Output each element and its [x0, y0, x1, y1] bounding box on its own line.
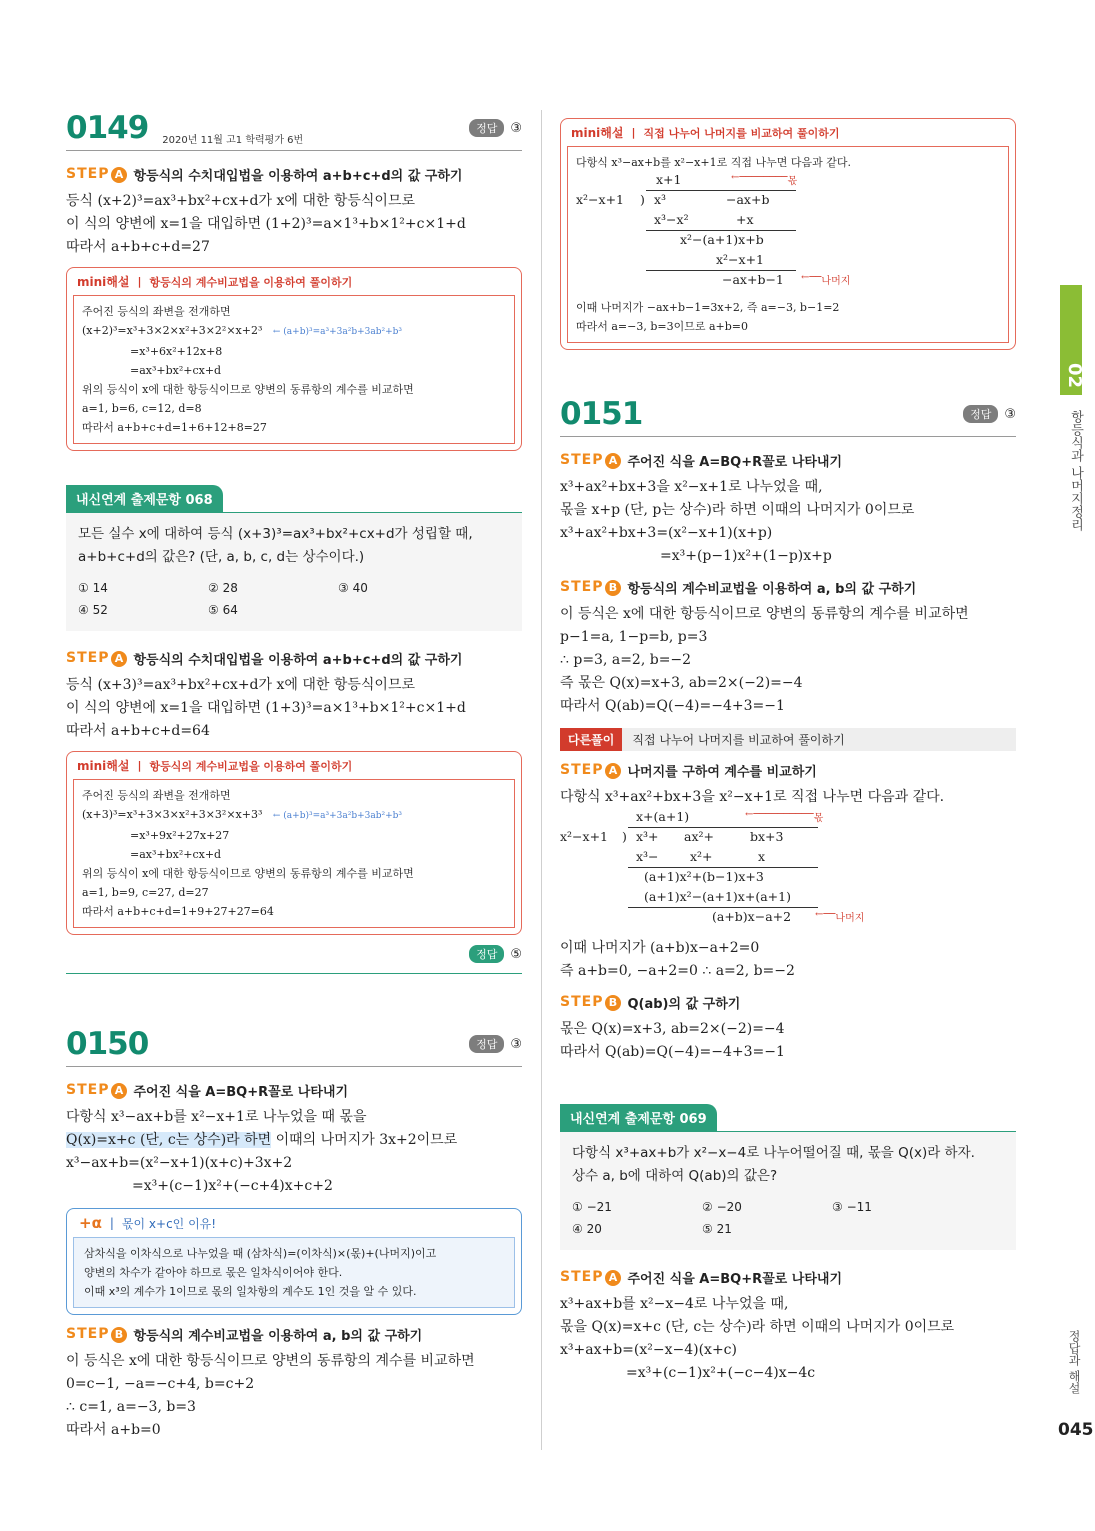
mini-line: 이때 나머지가 −ax+b−1=3x+2, 즉 a=−3, b−1=2 — [576, 301, 840, 314]
mini-body — [73, 779, 515, 928]
problem-number: 0150 — [66, 1026, 149, 1062]
dividend-term: bx+3 — [750, 829, 784, 844]
answer-value: ③ — [510, 1036, 522, 1052]
highlighted-text: Q(x)=x+c (단, c는 상수)라 하면 — [66, 1132, 272, 1148]
problem-source: 2020년 11월 고1 학력평가 6번 — [162, 135, 304, 146]
mini-line: 주어진 등식의 좌변을 전개하면 — [82, 789, 231, 802]
step-tag: STEP B — [560, 579, 621, 596]
question-line: a+b+c+d의 값은? (단, a, b, c, d는 상수이다.) — [78, 549, 365, 565]
answer-badge: 정답 — [469, 945, 504, 963]
step-a-heading — [66, 1081, 522, 1100]
step-title: 항등식의 계수비교법을 이용하여 a, b의 값 구하기 — [627, 582, 917, 597]
remainder-arrow: ←── 나머지 — [801, 272, 851, 287]
mini-label: mini해설 — [571, 126, 624, 140]
step-tag: STEP B — [66, 1326, 127, 1343]
problem-0151-header — [560, 396, 1016, 437]
solution-line: 따라서 Q(ab)=Q(−4)=−4+3=−1 — [560, 698, 785, 714]
subtract-term: x³−x² — [654, 212, 689, 227]
choice: ③ −11 — [832, 1200, 872, 1214]
choice-list — [572, 1196, 1004, 1240]
answer-box — [469, 945, 522, 963]
solution-line: 몫을 x+p (단, p는 상수)라 하면 이때의 나머지가 0이므로 — [560, 502, 915, 518]
plus-alpha-box — [66, 1208, 522, 1315]
solution-line: 이 식의 양변에 x=1을 대입하면 (1+3)³=a×1³+b×1²+c×1+d — [66, 700, 466, 716]
subtract-term: x²+ — [690, 849, 713, 864]
chapter-tab: 02 — [1060, 285, 1082, 395]
step-a-heading — [66, 649, 522, 668]
mini-line: a=1, b=6, c=12, d=8 — [82, 402, 202, 415]
divisor: x²−x+1 — [576, 192, 625, 207]
mini-explanation-box — [66, 751, 522, 935]
step-tag: STEP A — [66, 166, 127, 183]
plus-line: 삼차식을 이차식으로 나누었을 때 (삼차식)=(이차식)×(몫)+(나머지)이고 — [84, 1247, 437, 1260]
mini-title: 항등식의 계수비교법을 이용하여 풀이하기 — [149, 759, 353, 773]
mini-line: 위의 등식이 x에 대한 항등식이므로 양변의 동류항의 계수를 비교하면 — [82, 867, 414, 880]
mini-line: =ax³+bx²+cx+d — [130, 848, 222, 861]
column-divider — [541, 110, 542, 1450]
mini-body — [567, 146, 1009, 343]
remainder-arrow: ←── 나머지 — [815, 909, 865, 924]
solution-line: =x³+(c−1)x²+(−c+4)x+c+2 — [132, 1178, 333, 1194]
question-line: 상수 a, b에 대하여 Q(ab)의 값은? — [572, 1168, 778, 1184]
problem-number: 0151 — [560, 396, 643, 432]
solution-line: p−1=a, 1−p=b, p=3 — [560, 629, 708, 645]
step-title: 주어진 식을 A=BQ+R꼴로 나타내기 — [627, 1272, 843, 1287]
chapter-title-vertical: 항등식과 나머지정리 — [1068, 410, 1083, 532]
formula-note: ← (a+b)³=a³+3a²b+3ab²+b³ — [272, 811, 403, 821]
step-title: 주어진 식을 A=BQ+R꼴로 나타내기 — [133, 1085, 349, 1100]
dividend-term: x³+ — [636, 829, 659, 844]
step-title: 항등식의 수치대입법을 이용하여 a+b+c+d의 값 구하기 — [133, 169, 463, 184]
question-line: 다항식 x³+ax+b가 x²−x−4로 나누어떨어질 때, 몫을 Q(x)라 하자. — [572, 1145, 975, 1161]
solution-line: 0=c−1, −a=−c+4, b=c+2 — [66, 1376, 255, 1392]
mini-header: mini해설 | 항등식의 계수비교법을 이용하여 풀이하기 — [77, 275, 353, 289]
solution-line: ∴ c=1, a=−3, b=3 — [66, 1399, 196, 1415]
step-a-heading — [560, 451, 1016, 470]
solution-line: 다항식 x³+ax²+bx+3을 x²−x+1로 직접 나누면 다음과 같다. — [560, 789, 945, 805]
mini-line: 주어진 등식의 좌변을 전개하면 — [82, 305, 231, 318]
problem-number: 0149 — [66, 110, 149, 146]
mini-explanation-box — [560, 118, 1016, 350]
answer-badge: 정답 — [469, 1035, 504, 1053]
choice: ① −21 — [572, 1200, 612, 1214]
dividend-term: −ax+b — [726, 192, 770, 207]
mini-line: 위의 등식이 x에 대한 항등식이므로 양변의 동류항의 계수를 비교하면 — [82, 383, 414, 396]
subtract-term: x²−x+1 — [716, 252, 765, 267]
partial-remainder: (a+1)x²+(b−1)x+3 — [644, 869, 764, 884]
mini-label: mini해설 — [77, 759, 130, 773]
step-a-heading — [560, 761, 1016, 780]
subtract-term: (a+1)x²−(a+1)x+(a+1) — [644, 889, 791, 904]
solution-line: x³+ax+b를 x²−x−4로 나누었을 때, — [560, 1296, 789, 1312]
long-division: x+1 ←──────── 몫 x²−x+1 ) x³ −ax+b x³−x² +x x²−(a+1)x+b x²−x+1 −ax+b−1 ←── 나머지 — [576, 172, 851, 287]
answer-badge: 정답 — [963, 405, 998, 423]
choice: ⑤ 64 — [208, 603, 238, 617]
plus-alpha-header: +α | 몫이 x+c인 이유! — [79, 1214, 217, 1232]
quotient-arrow: ←────────── 몫 — [745, 809, 824, 824]
answer-box — [469, 119, 522, 137]
choice: ② 28 — [208, 581, 238, 595]
step-tag: STEP A — [560, 762, 621, 779]
mini-line: 따라서 a+b+c+d=1+9+27+27=64 — [82, 905, 274, 918]
step-tag: STEP B — [560, 994, 621, 1011]
step-title: 주어진 식을 A=BQ+R꼴로 나타내기 — [627, 455, 843, 470]
choice: ⑤ 21 — [702, 1222, 732, 1236]
subtract-term: x — [758, 849, 766, 864]
choice: ① 14 — [78, 581, 108, 595]
mini-title: 항등식의 계수비교법을 이용하여 풀이하기 — [149, 275, 353, 289]
partial-remainder: x²−(a+1)x+b — [680, 232, 764, 247]
alt-title: 직접 나누어 나머지를 비교하여 풀이하기 — [632, 733, 845, 747]
solution-line: x³−ax+b=(x²−x+1)(x+c)+3x+2 — [66, 1155, 293, 1171]
alt-label: 다른풀이 — [560, 728, 622, 751]
page-number: 045 — [1058, 1420, 1094, 1440]
plus-line: 양변의 차수가 같아야 하므로 몫은 일차식이어야 한다. — [84, 1266, 343, 1279]
alternative-solution-bar — [560, 728, 1016, 751]
answer-box — [963, 405, 1016, 423]
mini-header: mini해설 | 직접 나누어 나머지를 비교하여 풀이하기 — [571, 126, 840, 140]
mini-title: 직접 나누어 나머지를 비교하여 풀이하기 — [643, 126, 840, 140]
solution-line: 이때 나머지가 (a+b)x−a+2=0 — [560, 940, 760, 956]
answer-box — [469, 1035, 522, 1053]
solution-line: 따라서 Q(ab)=Q(−4)=−4+3=−1 — [560, 1044, 785, 1060]
solution-line: x³+ax²+bx+3=(x²−x+1)(x+p) — [560, 525, 773, 541]
step-tag: STEP A — [560, 452, 621, 469]
mini-line: 따라서 a=−3, b=3이므로 a+b=0 — [576, 320, 749, 333]
linked-problem-068 — [66, 485, 522, 631]
problem-0150-header — [66, 1026, 522, 1067]
long-division: x+(a+1) ←────────── 몫 x²−x+1 ) x³+ ax²+ bx+3 x³− x²+ x (a+1)x²+(b−1)x+3 (a+1)x²−(a+1)x+(a+1) (a+b)x−a+2 ←── 나머지 — [560, 809, 865, 924]
step-title: 나머지를 구하여 계수를 비교하기 — [627, 765, 817, 780]
linked-question-box — [560, 1132, 1016, 1250]
linked-problem-069 — [560, 1104, 1016, 1250]
quotient-arrow: ←──────── 몫 — [731, 172, 798, 187]
left-column — [66, 110, 522, 1442]
section-label-vertical: 정답과 해설 — [1067, 1330, 1081, 1394]
step-tag: STEP A — [560, 1269, 621, 1286]
solution-line: =x³+(p−1)x²+(1−p)x+p — [660, 548, 832, 564]
solution-line: x³+ax+b=(x²−x−4)(x+c) — [560, 1342, 737, 1358]
quotient: x+(a+1) — [636, 809, 690, 824]
mini-explanation-box — [66, 267, 522, 451]
step-tag: STEP A — [66, 1082, 127, 1099]
step-a-heading — [66, 165, 522, 184]
step-title: 항등식의 계수비교법을 이용하여 a, b의 값 구하기 — [133, 1329, 423, 1344]
subtract-term: +x — [736, 212, 754, 227]
solution-line: 이 등식은 x에 대한 항등식이므로 양변의 동류항의 계수를 비교하면 — [66, 1353, 475, 1369]
remainder: (a+b)x−a+2 — [712, 909, 792, 924]
choice: ④ 52 — [78, 603, 108, 617]
solution-line: 몫을 Q(x)=x+c (단, c는 상수)라 하면 이때의 나머지가 0이므로 — [560, 1319, 955, 1335]
mini-line: 따라서 a+b+c+d=1+6+12+8=27 — [82, 421, 267, 434]
linked-label: 내신연계 출제문항 068 — [66, 485, 223, 512]
step-b-heading — [560, 993, 1016, 1012]
solution-line: =x³+(c−1)x²+(−c−4)x−4c — [626, 1365, 816, 1381]
solution-line: 다항식 x³−ax+b를 x²−x+1로 나누었을 때 몫을 — [66, 1109, 367, 1125]
step-b-heading — [560, 578, 1016, 597]
step-a-heading — [560, 1268, 1016, 1287]
mini-line: a=1, b=9, c=27, d=27 — [82, 886, 209, 899]
choice: ④ 20 — [572, 1222, 602, 1236]
dividend-term: ax²+ — [684, 829, 714, 844]
step-tag: STEP A — [66, 650, 127, 667]
step-title: 항등식의 수치대입법을 이용하여 a+b+c+d의 값 구하기 — [133, 653, 463, 668]
choice-list — [78, 577, 510, 621]
divisor: x²−x+1 — [560, 829, 609, 844]
mini-header: mini해설 | 항등식의 계수비교법을 이용하여 풀이하기 — [77, 759, 353, 773]
answer-badge: 정답 — [469, 119, 504, 137]
mini-line: (x+3)³=x³+3×3×x²+3×3²×x+3³ ← (a+b)³=a³+3a²b+3ab²+b³ — [82, 808, 403, 821]
mini-line: 다항식 x³−ax+b를 x²−x+1로 직접 나누면 다음과 같다. — [576, 156, 851, 169]
solution-line: ∴ p=3, a=2, b=−2 — [560, 652, 692, 668]
solution-line: 이 등식은 x에 대한 항등식이므로 양변의 동류항의 계수를 비교하면 — [560, 606, 969, 622]
choice: ② −20 — [702, 1200, 742, 1214]
quotient: x+1 — [656, 172, 682, 187]
step-b-heading — [66, 1325, 522, 1344]
choice: ③ 40 — [338, 581, 368, 595]
plus-alpha-body — [73, 1237, 515, 1308]
solution-line: 등식 (x+2)³=ax³+bx²+cx+d가 x에 대한 항등식이므로 — [66, 193, 415, 209]
mini-body — [73, 295, 515, 444]
mini-line: =x³+9x²+27x+27 — [130, 829, 230, 842]
solution-line: 즉 몫은 Q(x)=x+3, ab=2×(−2)=−4 — [560, 675, 803, 691]
answer-value: ③ — [510, 120, 522, 136]
linked-label: 내신연계 출제문항 069 — [560, 1104, 717, 1131]
solution-line: 즉 a+b=0, −a+2=0 ∴ a=2, b=−2 — [560, 963, 795, 979]
answer-value: ⑤ — [510, 946, 522, 962]
step-title: Q(ab)의 값 구하기 — [627, 997, 741, 1012]
plus-alpha-icon: +α — [79, 1214, 102, 1232]
question-line: 모든 실수 x에 대하여 등식 (x+3)³=ax³+bx²+cx+d가 성립할 때, — [78, 526, 473, 542]
mini-line: (x+2)³=x³+3×2×x²+3×2²×x+2³ ← (a+b)³=a³+3a²b+3ab²+b³ — [82, 324, 403, 337]
problem-0149-header — [66, 110, 522, 151]
formula-note: ← (a+b)³=a³+3a²b+3ab²+b³ — [272, 327, 403, 337]
plus-line: 이때 x³의 계수가 1이므로 몫의 일차항의 계수도 1인 것을 알 수 있다. — [84, 1285, 417, 1298]
remainder: −ax+b−1 — [722, 272, 784, 287]
mini-line: =x³+6x²+12x+8 — [130, 345, 223, 358]
mini-label: mini해설 — [77, 275, 130, 289]
solution-line: x³+ax²+bx+3을 x²−x+1로 나누었을 때, — [560, 479, 823, 495]
solution-line: 등식 (x+3)³=ax³+bx²+cx+d가 x에 대한 항등식이므로 — [66, 677, 415, 693]
answer-value: ③ — [1004, 406, 1016, 422]
solution-line: 따라서 a+b+c+d=64 — [66, 723, 210, 739]
solution-line: 이 식의 양변에 x=1을 대입하면 (1+2)³=a×1³+b×1²+c×1+d — [66, 216, 466, 232]
solution-line: 따라서 a+b=0 — [66, 1422, 161, 1438]
plus-alpha-title: 몫이 x+c인 이유! — [121, 1216, 217, 1231]
solution-line: 따라서 a+b+c+d=27 — [66, 239, 210, 255]
subtract-term: x³− — [636, 849, 659, 864]
solution-line: 몫은 Q(x)=x+3, ab=2×(−2)=−4 — [560, 1021, 785, 1037]
mini-line: =ax³+bx²+cx+d — [130, 364, 222, 377]
right-column — [560, 118, 1016, 1385]
solution-line: Q(x)=x+c (단, c는 상수)라 하면 이때의 나머지가 3x+2이므로 — [66, 1132, 458, 1148]
dividend-term: x³ — [654, 192, 667, 207]
linked-question-box — [66, 513, 522, 631]
